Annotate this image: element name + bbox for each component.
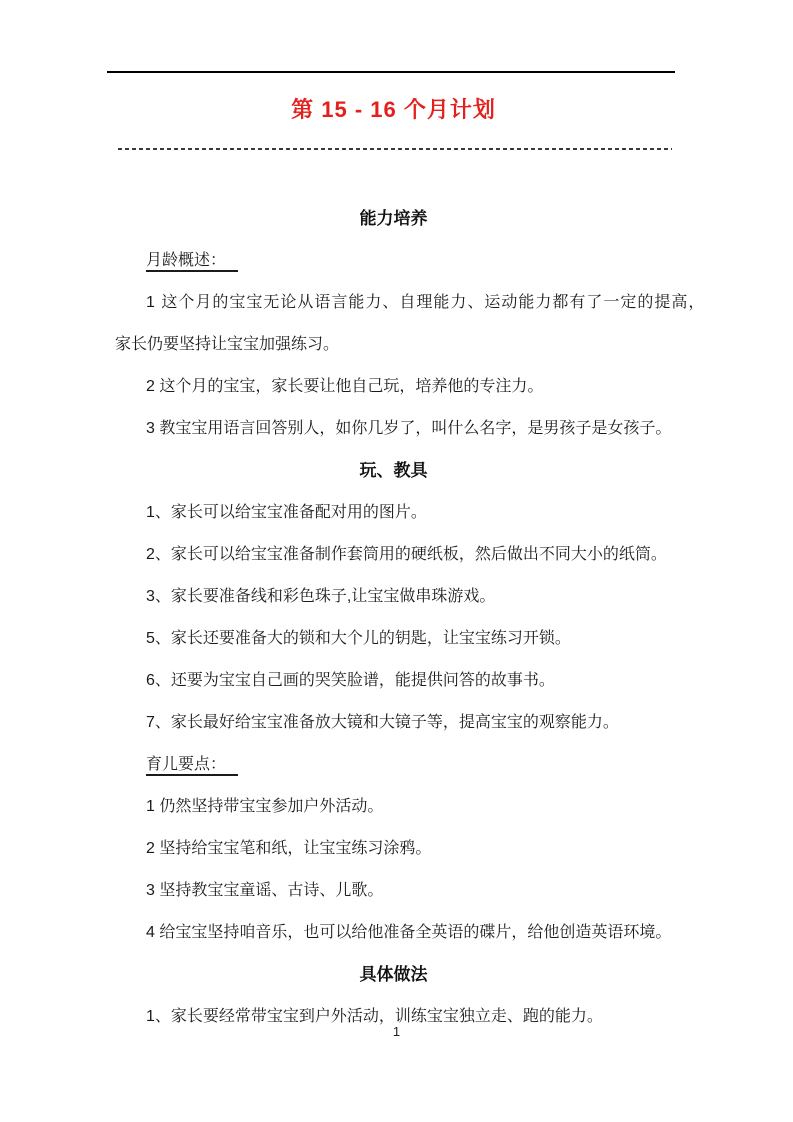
list-item: 7、家长最好给宝宝准备放大镜和大镜子等，提高宝宝的观察能力。 xyxy=(146,714,619,731)
subsection-label-overview xyxy=(115,240,672,282)
list-item: 3、家长要准备线和彩色珠子,让宝宝做串珠游戏。 xyxy=(146,588,496,605)
paragraph-line: 1 仍然坚持带宝宝参加户外活动。 xyxy=(146,798,384,815)
dashed-separator xyxy=(118,148,672,150)
paragraph-line: 2 坚持给宝宝笔和纸，让宝宝练习涂鸦。 xyxy=(146,840,432,857)
paragraph-line: 3 教宝宝用语言回答别人，如你几岁了，叫什么名字，是男孩子是女孩子。 xyxy=(146,420,672,437)
subsection-label-parenting xyxy=(115,744,672,786)
list-item: 1、家长可以给宝宝准备配对用的图片。 xyxy=(146,504,427,521)
paragraph-line: 2 这个月的宝宝，家长要让他自己玩，培养他的专注力。 xyxy=(146,378,544,395)
page-number: 1 xyxy=(392,1024,401,1039)
section-heading-practice: 具体做法 xyxy=(359,965,428,984)
section-heading-toys: 玩、教具 xyxy=(359,461,428,480)
paragraph-continuation: 家长仍要坚持让宝宝加强练习。 xyxy=(115,336,340,353)
section-heading-ability: 能力培养 xyxy=(359,209,428,228)
header-rule xyxy=(107,71,675,73)
underlined-label-text: 月龄概述： xyxy=(146,252,238,272)
underlined-label-text: 育儿要点： xyxy=(146,756,238,776)
list-item: 2、家长可以给宝宝准备制作套筒用的硬纸板，然后做出不同大小的纸筒。 xyxy=(146,546,667,563)
list-item: 5、家长还要准备大的锁和大个儿的钥匙，让宝宝练习开锁。 xyxy=(146,630,571,647)
paragraph-line: 4 给宝宝坚持咱音乐，也可以给他准备全英语的碟片，给他创造英语环境。 xyxy=(146,924,672,941)
document-body xyxy=(115,198,706,1038)
paragraph-line: 3 坚持教宝宝童谣、古诗、儿歌。 xyxy=(146,882,384,899)
list-item: 1、家长要经常带宝宝到户外活动，训练宝宝独立走、跑的能力。 xyxy=(146,1008,603,1025)
paragraph-line: 1 这个月的宝宝无论从语言能力、自理能力、运动能力都有了一定的提高， xyxy=(146,294,706,311)
list-item: 6、还要为宝宝自己画的哭笑脸谱，能提供问答的故事书。 xyxy=(146,672,555,689)
document-title: 第 15 - 16 个月计划 xyxy=(291,97,496,122)
